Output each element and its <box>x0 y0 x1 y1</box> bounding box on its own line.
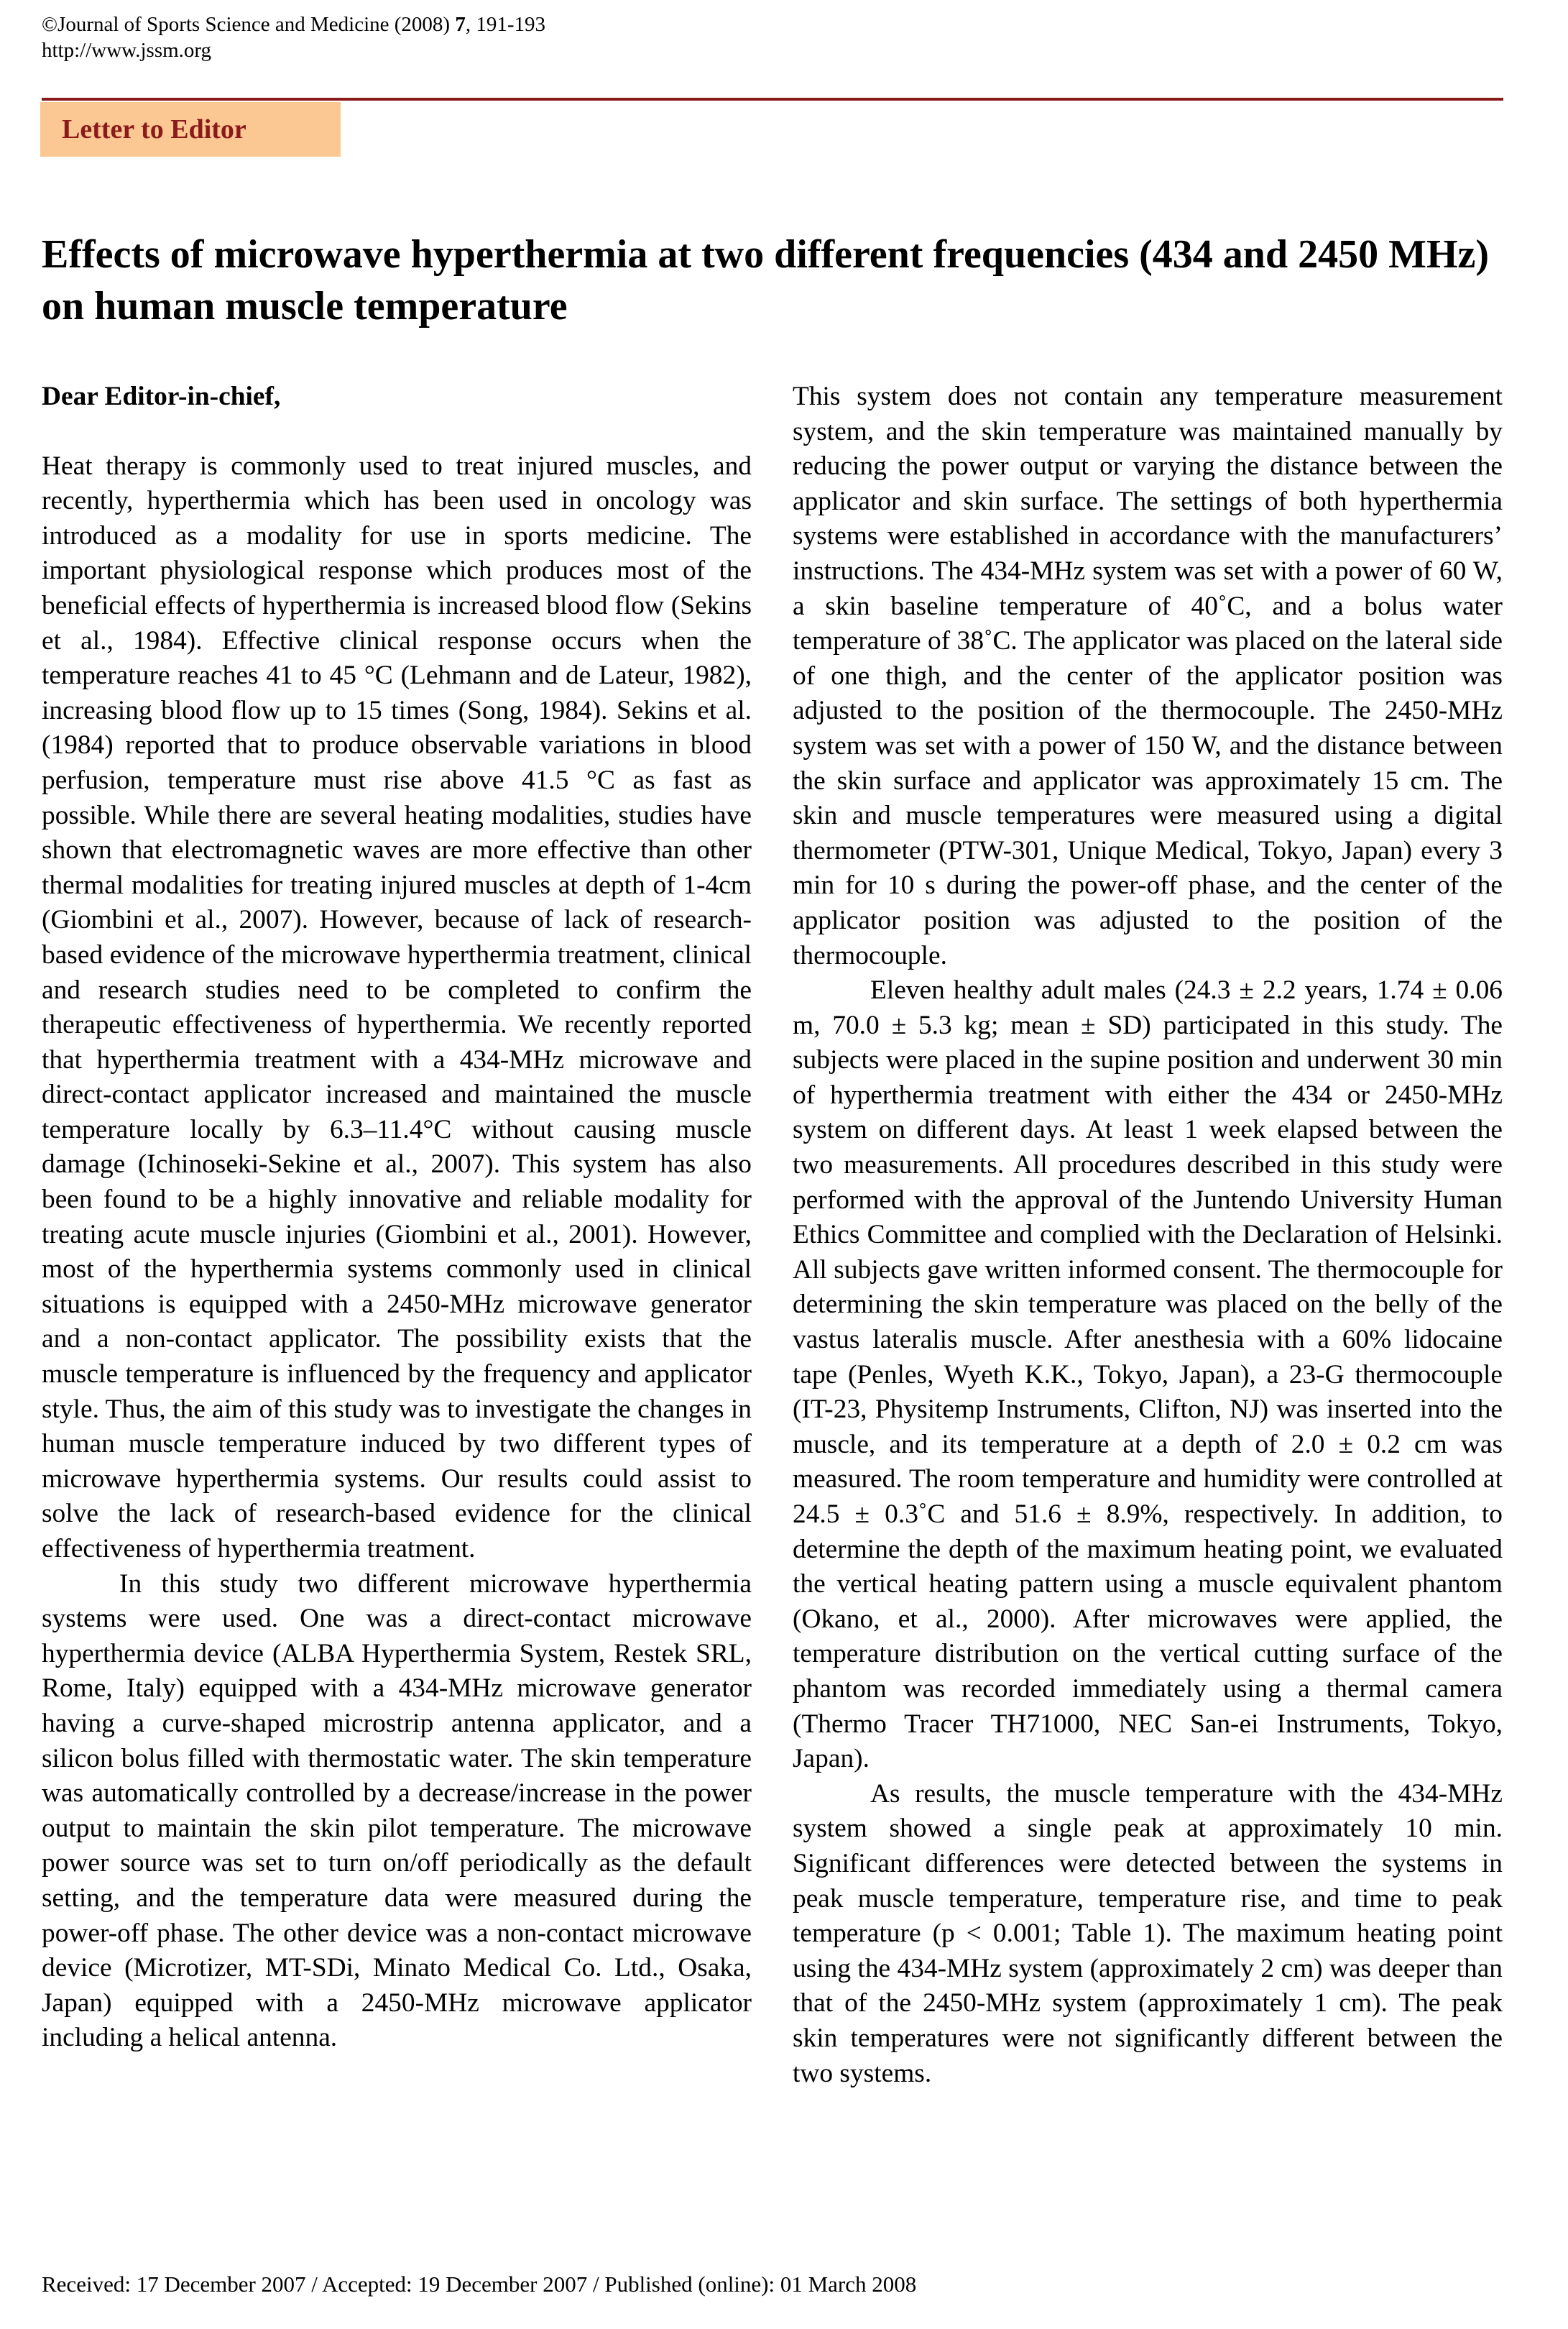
header-rule <box>42 98 1503 101</box>
citation-prefix: ©Journal of Sports Science and Medicine (2008) <box>42 13 456 36</box>
right-column <box>793 380 1503 2091</box>
citation-volume: 7 <box>455 13 466 36</box>
journal-citation <box>42 12 545 64</box>
paragraph-1: Heat therapy is commonly used to treat injured muscles, and recently, hyperthermia which has been used in oncology was introduced as a modality for use in sports medicine. The important physiological response which produces most of the beneficial effects of hyperthermia is increased blood flow (Sekins et al., 1984). Effective clinical response occurs when the temperature reaches 41 to 45 °C (Lehmann and de Lateur, 1982), increasing blood flow up to 15 times (Song, 1984). Sekins et al. (1984) reported that to produce observable variations in blood perfusion, temperature must rise above 41.5 °C as fast as possible. While there are several heating modalities, studies have shown that electromagnetic waves are more effective than other thermal modalities for treating injured muscles at depth of 1-4cm (Giombini et al., 2007). However, because of lack of research-based evidence of the microwave hyperthermia treatment, clinical and research studies need to be completed to confirm the therapeutic effectiveness of hyperthermia. We recently reported that hyperthermia treatment with a 434-MHz microwave and direct-contact applicator increased and maintained the muscle temperature locally by 6.3–11.4°C without causing muscle damage (Ichinoseki-Sekine et al., 2007). This system has also been found to be a highly innovative and reliable modality for treating acute muscle injuries (Giombini et al., 2001). However, most of the hyperthermia systems commonly used in clinical situations is equipped with a 2450-MHz microwave generator and a non-contact applicator. The possibility exists that the muscle temperature is influenced by the frequency and applicator style. Thus, the aim of this study was to investigate the changes in human muscle temperature induced by two different types of microwave hyperthermia systems. Our results could assist to solve the lack of research-based evidence for the clinical effectiveness of hyperthermia treatment. <box>42 451 752 1563</box>
citation-line <box>42 12 545 37</box>
section-label <box>40 102 341 157</box>
paragraph-3: Eleven healthy adult males (24.3 ± 2.2 years, 1.74 ± 0.06 m, 70.0 ± 5.3 kg; mean ± SD) participated in this study. The subjects were placed in the supine position and underwent 30 min of hyperthermia treatment with either the 434 or 2450-MHz system on different days. At least 1 week elapsed between the two measurements. All procedures described in this study were performed with the approval of the Juntendo University Human Ethics Committee and complied with the Declaration of Helsinki. All subjects gave written informed consent. The thermocouple for determining the skin temperature was placed on the belly of the vastus lateralis muscle. After anesthesia with a 60% lidocaine tape (Penles, Wyeth K.K., Tokyo, Japan), a 23-G thermocouple (IT-23, Physitemp Instruments, Clifton, NJ) was inserted into the muscle, and its temperature at a depth of 2.0 ± 0.2 cm was measured. The room temperature and humidity were controlled at 24.5 ± 0.3˚C and 51.6 ± 8.9%, respectively. In addition, to determine the depth of the maximum heating point, we evaluated the vertical heating pattern using a muscle equivalent phantom (Okano, et al., 2000). After microwaves were applied, the temperature distribution on the vertical cutting surface of the phantom was recorded immediately using a thermal camera (Thermo Tracer TH71000, NEC San-ei Instruments, Tokyo, Japan). <box>793 975 1503 1774</box>
salutation: Dear Editor-in-chief, <box>42 382 281 411</box>
article-title: Effects of microwave hyperthermia at two different frequencies (434 and 2450 MHz) on human muscle temperature <box>42 232 1490 329</box>
journal-url[interactable]: http://www.jssm.org <box>42 39 212 63</box>
section-label-text: Letter to Editor <box>62 114 246 144</box>
paragraph-4: As results, the muscle temperature with the 434-MHz system showed a single peak at approximately 10 min. Significant differences were detected between the systems in peak muscle temperature, temperature rise, and time to peak temperature (p < 0.001; Table 1). The maximum heating point using the 434-MHz system (approximately 2 cm) was deeper than that of the 2450-MHz system (approximately 1 cm). The peak skin temperatures were not significantly different between the two systems. <box>793 1778 1503 2088</box>
paragraph-2-part-1: In this study two different microwave hyperthermia systems were used. One was a direct-contact microwave hyperthermia device (ALBA Hyperthermia System, Restek SRL, Rome, Italy) equipped with a 434-MHz microwave generator having a curve-shaped microstrip antenna applicator, and a silicon bolus filled with thermostatic water. The skin temperature was automatically controlled by a decrease/increase in the power output to maintain the skin pilot temperature. The microwave power source was set to turn on/off periodically as the default setting, and the temperature data were measured during the power-off phase. The other device was a non-contact microwave device (Microtizer, MT-SDi, Minato Medical Co. Ltd., Osaka, Japan) equipped with a 2450-MHz microwave applicator including a helical antenna. <box>42 1568 752 2053</box>
publication-dates: Received: 17 December 2007 / Accepted: 19 December 2007 / Published (online): 01 March 2008 <box>42 2271 917 2297</box>
left-column <box>42 380 752 2056</box>
citation-pages: , 191-193 <box>465 13 545 36</box>
paragraph-2-part-2: This system does not contain any temperature measurement system, and the skin temperature was maintained manually by reducing the power output or varying the distance between the applicator and skin surface. The settings of both hyperthermia systems were established in accordance with the manufacturers’ instructions. The 434-MHz system was set with a power of 60 W, a skin baseline temperature of 40˚C, and a bolus water temperature of 38˚C. The applicator was placed on the lateral side of one thigh, and the center of the applicator position was adjusted to the position of the thermocouple. The 2450-MHz system was set with a power of 150 W, and the distance between the skin surface and applicator was approximately 15 cm. The skin and muscle temperatures were measured using a digital thermometer (PTW-301, Unique Medical, Tokyo, Japan) every 3 min for 10 s during the power-off phase, and the center of the applicator position was adjusted to the position of the thermocouple. <box>793 382 1503 970</box>
